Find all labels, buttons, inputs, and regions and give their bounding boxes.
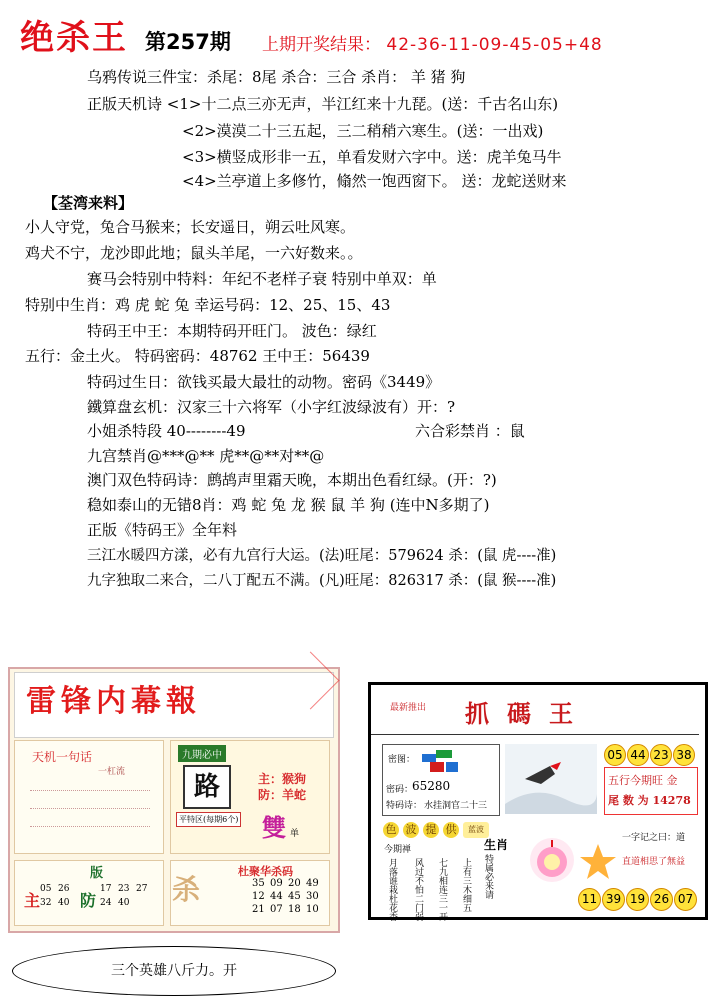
text-line: 正版《特码王》全年料	[87, 521, 238, 539]
grid-number: 12	[252, 891, 265, 902]
mima-label: 密图：	[388, 755, 416, 765]
grid-number: 49	[306, 878, 319, 889]
text-line: 乌鸦传说三件宝：杀尾：8尾 杀合：三合 杀肖： 羊 猪 狗	[87, 68, 466, 86]
divider	[30, 826, 150, 827]
ban-label: 版	[90, 866, 104, 881]
leifeng-title: 雷锋内幕報	[26, 684, 201, 719]
text-line: 稳如泰山的无错8肖：鸡 蛇 兔 龙 猴 鼠 羊 狗 (连中N多期了)	[87, 496, 490, 514]
number-ball: 07	[674, 888, 697, 911]
grid-number: 21	[252, 904, 265, 915]
number-ball: 05	[604, 744, 626, 766]
text-line: 鐵算盘玄机：汉家三十六将军（小字红波绿波有）开：?	[87, 398, 456, 416]
wuxing-line1: 五行今期旺 金	[608, 774, 678, 787]
color-chip: 供	[443, 822, 459, 838]
text-line: 鸡犬不宁，龙沙即此地；鼠头羊尾，一六好数来。。	[25, 244, 363, 262]
grid-number: 45	[288, 891, 301, 902]
divider	[30, 808, 150, 809]
text-line: 九宫禁肖@***@** 虎**@**对**@	[87, 447, 325, 465]
pingte-label: 平特区(每期6个)	[176, 812, 241, 827]
last-result-label: 上期开奖结果：	[262, 35, 381, 55]
zhu-label: 主	[24, 891, 41, 910]
grid-number: 30	[306, 891, 319, 902]
zhu-num: 32	[40, 898, 52, 908]
grid-number: 07	[270, 904, 283, 915]
tianji-title: 天机一句话	[32, 750, 93, 764]
number-ball: 23	[650, 744, 672, 766]
last-result	[262, 30, 603, 55]
yizi-label: 一字记之曰：道	[622, 833, 686, 843]
section-heading: 【荃湾来料】	[43, 194, 134, 212]
text-line: 正版天机诗 <1>十二点三亦无声，半江红来十九琵。(送：千古名山东)	[87, 95, 559, 113]
firecracker-icon	[578, 842, 618, 882]
fang-num: 17	[100, 884, 112, 894]
bird-image	[505, 744, 597, 814]
shuang-char: 雙	[262, 813, 286, 842]
number-ball: 26	[650, 888, 673, 911]
lantern-icon	[530, 838, 574, 882]
mima-code-label: 密码：	[386, 785, 414, 795]
fang-zodiac: 防：羊蛇	[258, 788, 307, 802]
zhu-num: 40	[58, 898, 70, 908]
zhu-zodiac: 主：猴狗	[258, 772, 307, 786]
fang-num: 27	[136, 884, 148, 894]
text-line: 赛马会特别中特料：年纪不老样子衰 特别中单双：单	[87, 270, 437, 288]
page-title: 绝杀王	[20, 18, 128, 58]
grid-number: 35	[252, 878, 265, 889]
grid-number: 44	[270, 891, 283, 902]
text-line: 小姐杀特段 40--------49	[87, 422, 246, 440]
text-line: <4>兰亭道上多修竹，翛然一饱西窗下。 送：龙蛇送财来	[182, 172, 567, 190]
logo-icon	[420, 750, 468, 776]
fang-num: 23	[118, 884, 130, 894]
text-line: <3>横竖成形非一五，单看发财六字中。送：虎羊兔马牛	[182, 148, 562, 166]
text-line: 特码过生日：欲钱买最大最壮的动物。密码《3449》	[87, 373, 441, 391]
road-label: 九期必中	[178, 745, 226, 762]
zhu-num: 05	[40, 884, 52, 894]
shengxiao-label: 生肖	[484, 838, 509, 852]
text-line: 澳门双色特码诗：鹧鸪声里霜天晚，本期出色看红绿。(开：?)	[87, 471, 497, 489]
text-line: 六合彩禁肖 ：鼠	[415, 422, 525, 440]
road-char: 路	[183, 765, 231, 809]
zhu-num: 26	[58, 884, 70, 894]
number-ball: 44	[627, 744, 649, 766]
poem-column: 七九相连三一开	[437, 858, 447, 921]
yizi-sub: 直道相思了無益	[622, 857, 686, 867]
number-ball: 38	[673, 744, 695, 766]
fang-num: 40	[118, 898, 130, 908]
tianji-sub: 一杠流	[98, 767, 126, 777]
tema-label: 特码诗：	[386, 801, 423, 811]
grid-number: 10	[306, 904, 319, 915]
color-chip: 波	[403, 822, 419, 838]
divider	[30, 790, 150, 791]
grid-number: 18	[288, 904, 301, 915]
text-line: 特码王中王：本期特码开旺门。 波色：绿红	[87, 322, 377, 340]
cha-char: 杀	[172, 873, 201, 906]
grid-title: 杜聚华杀码	[238, 865, 293, 878]
poem-column: 风过不怕二门弱	[413, 858, 423, 921]
number-ball: 19	[626, 888, 649, 911]
issue-number: 第257期	[145, 30, 231, 54]
grid-number: 20	[288, 878, 301, 889]
speech-bubble: 三个英雄八斤力。开	[12, 946, 336, 996]
last-result-numbers: 42-36-11-09-45-05+48	[386, 35, 603, 55]
text-line: 五行：金土火。 特码密码：48762 王中王：56439	[25, 347, 370, 365]
grid-number: 09	[270, 878, 283, 889]
wuxing-line2: 尾 数 为 14278	[608, 794, 691, 807]
color-chip: 蓝波	[463, 822, 489, 838]
mima-code: 65280	[412, 779, 451, 793]
shengxiao-sub: 特属必来请	[483, 854, 493, 899]
fang-num: 24	[100, 898, 112, 908]
text-line: 三江水暖四方漾，必有九宫行大运。(法)旺尾：579624 杀：(鼠 虎----准)	[87, 548, 557, 564]
color-chip: 色	[383, 822, 399, 838]
poem-label: 今期禅	[384, 845, 412, 855]
divider	[371, 734, 699, 735]
text-line: <2>漠漠二十三五起，三二稍稍六寒生。(送：一出戏)	[182, 122, 544, 140]
poem-column: 月落谁栽杜花香	[387, 858, 397, 921]
shuang-small: 单	[290, 829, 300, 839]
color-chip: 提	[423, 822, 439, 838]
tema-text: 水挂洞官二十三	[424, 801, 488, 811]
text-line: 特别中生肖：鸡 虎 蛇 兔 幸运号码：12、25、15、43	[25, 296, 391, 314]
number-ball: 39	[602, 888, 625, 911]
zhuama-badge: 最新推出	[390, 703, 427, 713]
number-ball: 11	[578, 888, 601, 911]
poem-column: 上有三木细五	[461, 858, 471, 912]
text-line: 小人守党，兔合马猴来；长安遥日，朔云吐风寒。	[25, 218, 356, 236]
fang-label: 防	[80, 891, 97, 910]
text-line: 九字独取二来合，二八丁配五不满。(凡)旺尾：826317 杀：(鼠 猴----准)	[87, 573, 557, 589]
zhuama-title: 抓碼王	[465, 699, 591, 728]
